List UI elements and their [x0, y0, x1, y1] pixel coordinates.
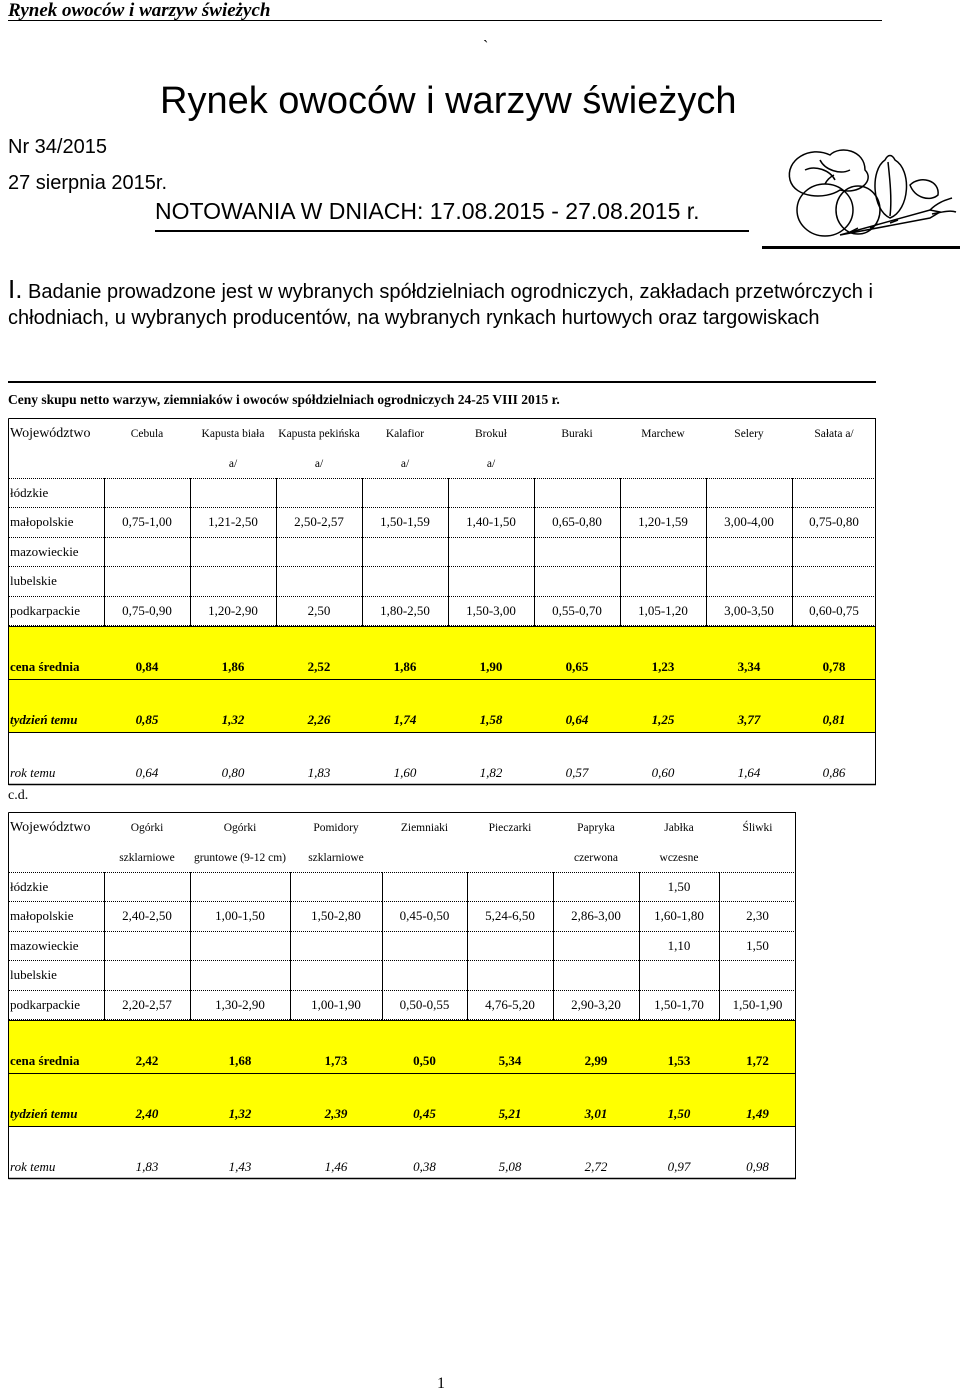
- table-cell: Brokuł: [475, 428, 507, 440]
- row-label: małopolskie: [8, 508, 104, 538]
- running-title: Rynek owoców i warzyw świeżych: [8, 0, 271, 21]
- table-cell: 1,80-2,50: [362, 596, 448, 626]
- section-numeral: I.: [8, 274, 23, 304]
- table-cell: 5,21: [467, 1073, 553, 1126]
- table-cell: 1,74: [362, 679, 448, 732]
- table-cell: Ziemniaki: [400, 822, 449, 834]
- table-grid-vegetables: [8, 418, 877, 786]
- page-number: 1: [437, 1375, 445, 1392]
- table-cell: 1,20-2,90: [190, 596, 276, 626]
- table-cell: 2,30: [719, 902, 796, 932]
- table-cell: szklarniowe: [104, 844, 190, 872]
- table-cell: Kapusta biała: [201, 428, 265, 440]
- row-label: cena średnia: [8, 1020, 104, 1073]
- table-cell: 3,00-3,50: [706, 596, 792, 626]
- table-cell: 2,50-2,57: [276, 508, 362, 538]
- table-cell: 0,81: [792, 679, 876, 732]
- header-rule: [8, 20, 882, 21]
- table-cell: 5,08: [498, 1158, 522, 1174]
- table-cell: 1,49: [719, 1073, 796, 1126]
- table-cell: 1,43: [228, 1158, 252, 1174]
- table-cell: 1,60: [393, 764, 417, 780]
- table-cell: 1,50: [639, 1073, 719, 1126]
- table-cell: Ogórki: [130, 822, 164, 834]
- table-cell: 1,83: [135, 1158, 159, 1174]
- table-cell: 2,26: [276, 679, 362, 732]
- table-cell: 2,90-3,20: [553, 990, 639, 1020]
- table-cell: 1,32: [190, 679, 276, 732]
- table-cell: Sałata a/: [814, 428, 854, 440]
- table-cell: 0,38: [413, 1158, 436, 1174]
- table-cell: 1,68: [190, 1020, 290, 1073]
- table-cell: wczesne: [639, 844, 719, 872]
- row-label: cena średnia: [8, 626, 104, 679]
- table-cell: 1,83: [307, 764, 331, 780]
- table-cell: 0,97: [667, 1158, 691, 1174]
- table-cell: a/: [362, 450, 448, 478]
- table-cell: 1,50-1,70: [639, 990, 719, 1020]
- table-cell: 1,86: [362, 626, 448, 679]
- row-label: podkarpackie: [8, 596, 104, 626]
- table-cell: a/: [276, 450, 362, 478]
- table-cell: 3,00-4,00: [706, 508, 792, 538]
- quotation-rule: [155, 230, 749, 232]
- table-cell: 1,00-1,90: [290, 990, 382, 1020]
- table-cell: 3,77: [706, 679, 792, 732]
- table-cell: 0,85: [104, 679, 190, 732]
- table-cell: 1,32: [190, 1073, 290, 1126]
- table-cell: 0,75-1,00: [104, 508, 190, 538]
- intro-text: Badanie prowadzone jest w wybranych spółdzielniach ogrodniczych, zakładach przetwórczych i chłodniach, u wybranych producentów, na wybranych rynkach hurtowych oraz targowiskach: [8, 281, 873, 329]
- issue-number: Nr 34/2015: [8, 136, 107, 158]
- table-cell: 0,75-0,80: [792, 508, 876, 538]
- table-cell: 1,30-2,90: [190, 990, 290, 1020]
- row-label: łódzkie: [8, 478, 104, 508]
- table-cell: 1,86: [190, 626, 276, 679]
- table-cell: 0,50: [382, 1020, 467, 1073]
- table-subtitle: Ceny skupu netto warzyw, ziemniaków i owoców spółdzielniach ogrodniczych 24-25 VIII 2015 r.: [8, 392, 560, 407]
- row-label: rok temu: [10, 1158, 56, 1174]
- table-cell: 0,57: [565, 764, 589, 780]
- table-cell: 1,50: [639, 872, 719, 902]
- table-cell: 0,86: [822, 764, 846, 780]
- table-cell: Selery: [734, 428, 764, 440]
- table-cell: 2,20-2,57: [104, 990, 190, 1020]
- table-cell: 1,50-1,90: [719, 990, 796, 1020]
- table-cell: 1,58: [448, 679, 534, 732]
- table-cell: 1,73: [290, 1020, 382, 1073]
- row-label: podkarpackie: [8, 990, 104, 1020]
- table-cell: szklarniowe: [290, 844, 382, 872]
- table-cell: 0,75-0,90: [104, 596, 190, 626]
- row-label: tydzień temu: [8, 1073, 104, 1126]
- table-grid-fruits: [8, 812, 797, 1180]
- intro-paragraph: [8, 276, 908, 331]
- row-label: Województwo: [10, 820, 91, 835]
- table-cell: 0,78: [792, 626, 876, 679]
- table-cell: 0,45-0,50: [382, 902, 467, 932]
- table-cell: 1,82: [479, 764, 503, 780]
- table-cell: Pomidory: [313, 822, 359, 834]
- stray-mark: `: [483, 38, 489, 55]
- table-cell: 2,72: [584, 1158, 608, 1174]
- row-label: Województwo: [10, 426, 91, 441]
- table-cell: 1,00-1,50: [190, 902, 290, 932]
- row-label: lubelskie: [8, 567, 104, 597]
- table-cell: 0,60: [651, 764, 675, 780]
- table-cell: 0,50-0,55: [382, 990, 467, 1020]
- table-cell: 1,90: [448, 626, 534, 679]
- table-cell: 1,72: [719, 1020, 796, 1073]
- table-cell: 2,40: [104, 1073, 190, 1126]
- table-cell: 0,64: [135, 764, 159, 780]
- table-cell: Pieczarki: [488, 822, 532, 834]
- table-cell: 1,25: [620, 679, 706, 732]
- quotation-period: NOTOWANIA W DNIACH: 17.08.2015 - 27.08.2015 r.: [155, 198, 700, 224]
- table-cell: 4,76-5,20: [467, 990, 553, 1020]
- table-cell: Cebula: [130, 428, 164, 440]
- table-cell: 2,39: [290, 1073, 382, 1126]
- table-cell: 0,98: [746, 1158, 769, 1174]
- table-cell: czerwona: [553, 844, 639, 872]
- row-label: małopolskie: [8, 902, 104, 932]
- continuation-label: c.d.: [8, 788, 29, 803]
- table-cell: 2,86-3,00: [553, 902, 639, 932]
- table-cell: 2,50: [276, 596, 362, 626]
- table-cell: 3,34: [706, 626, 792, 679]
- vegetables-illustration-icon: [780, 140, 960, 246]
- illustration-baseline: [762, 246, 960, 249]
- table-cell: 2,99: [553, 1020, 639, 1073]
- issue-date: 27 sierpnia 2015r.: [8, 172, 168, 194]
- row-label: mazowieckie: [8, 537, 104, 567]
- table-cell: 2,42: [104, 1020, 190, 1073]
- table-cell: 0,65: [534, 626, 620, 679]
- table-cell: 0,80: [221, 764, 245, 780]
- table-cell: Ogórki: [223, 822, 257, 834]
- row-label: lubelskie: [8, 961, 104, 991]
- table-cell: 1,46: [324, 1158, 348, 1174]
- table-cell: 2,40-2,50: [104, 902, 190, 932]
- table-cell: 1,10: [639, 931, 719, 961]
- row-label: mazowieckie: [8, 931, 104, 961]
- table-cell: a/: [190, 450, 276, 478]
- row-label: tydzień temu: [8, 679, 104, 732]
- table-cell: 1,20-1,59: [620, 508, 706, 538]
- row-label: łódzkie: [8, 872, 104, 902]
- table-cell: 1,40-1,50: [448, 508, 534, 538]
- section-rule: [8, 381, 876, 383]
- row-label: rok temu: [10, 764, 56, 780]
- table-cell: 1,53: [639, 1020, 719, 1073]
- table-cell: 5,34: [467, 1020, 553, 1073]
- table-cell: 1,50-2,80: [290, 902, 382, 932]
- table-cell: 1,50-1,59: [362, 508, 448, 538]
- page-title: Rynek owoców i warzyw świeżych: [160, 80, 737, 122]
- table-cell: 0,64: [534, 679, 620, 732]
- table-cell: 1,50-3,00: [448, 596, 534, 626]
- table-cell: 1,64: [737, 764, 761, 780]
- table-cell: Marchew: [641, 428, 685, 440]
- table-cell: 3,01: [553, 1073, 639, 1126]
- table-cell: 1,05-1,20: [620, 596, 706, 626]
- table-cell: 5,24-6,50: [467, 902, 553, 932]
- table-cell: Buraki: [561, 428, 593, 440]
- table-cell: Jabłka: [664, 822, 694, 834]
- table-cell: gruntowe (9-12 cm): [190, 844, 290, 872]
- table-cell: 0,60-0,75: [792, 596, 876, 626]
- table-cell: Papryka: [577, 822, 615, 834]
- table-cell: 1,23: [620, 626, 706, 679]
- table-cell: 0,45: [382, 1073, 467, 1126]
- table-cell: 1,60-1,80: [639, 902, 719, 932]
- table-cell: 0,84: [104, 626, 190, 679]
- table-cell: 2,52: [276, 626, 362, 679]
- table-cell: Kapusta pekińska: [278, 428, 360, 440]
- table-cell: 0,65-0,80: [534, 508, 620, 538]
- table-cell: Śliwki: [742, 822, 773, 834]
- table-cell: 1,50: [719, 931, 796, 961]
- table-cell: 0,55-0,70: [534, 596, 620, 626]
- table-cell: Kalafior: [385, 428, 425, 440]
- table-cell: a/: [448, 450, 534, 478]
- table-cell: 1,21-2,50: [190, 508, 276, 538]
